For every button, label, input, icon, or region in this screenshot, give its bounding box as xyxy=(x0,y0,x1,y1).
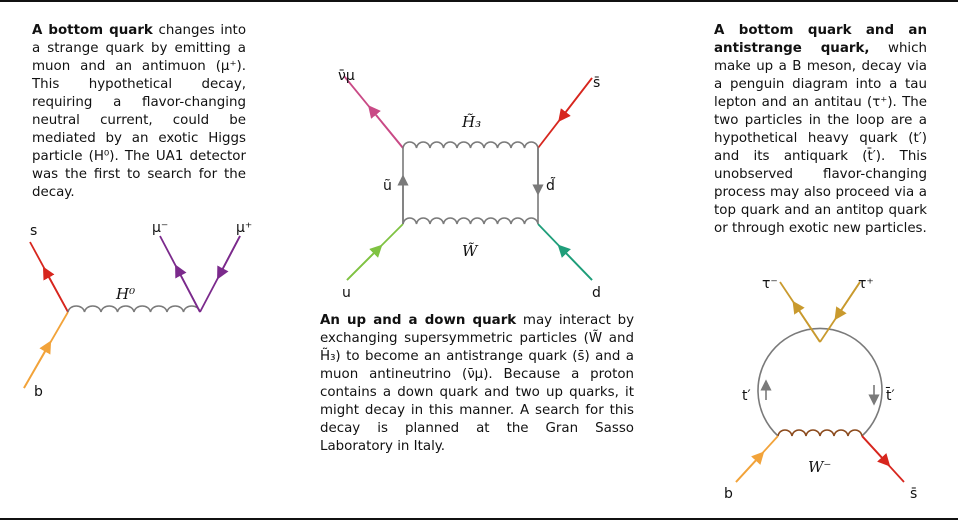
right-diagram xyxy=(724,276,917,502)
label-wtilde: W̃ xyxy=(462,242,478,260)
label-sbar-mid: s̄ xyxy=(593,75,601,91)
left-caption-bold: A bottom quark xyxy=(32,23,153,38)
sbar-arrow xyxy=(562,78,592,117)
label-tau-minus: τ⁻ xyxy=(762,276,778,292)
right-caption-bold: A bottom quark and an antistrange quark, xyxy=(714,23,927,56)
b-quark-arrow xyxy=(24,346,48,388)
sbar-right-arrow xyxy=(862,436,886,462)
label-s: s xyxy=(30,223,38,239)
label-u: u xyxy=(342,285,351,301)
label-tau-plus: τ⁺ xyxy=(858,276,874,292)
tau-minus-arrow xyxy=(796,306,820,342)
middle-diagram xyxy=(338,68,601,301)
label-higgs: H⁰ xyxy=(116,285,136,303)
h3-propagator xyxy=(403,142,538,148)
label-w-minus: W⁻ xyxy=(808,458,832,476)
loop-arc xyxy=(758,328,882,436)
label-dtilde: d̃ xyxy=(546,178,555,194)
mu-plus-arrow xyxy=(220,236,240,274)
u-arrow xyxy=(347,249,378,280)
middle-caption-text: may interact by exchanging supersymmetric particles (W̃ and H̃₃) to become an antistrange quark (s̄) and a muon antineutrino (ν̄μ). Because a proton contains a down quark and two up quarks, it might decay in this manner. A search for this decay is planned at the Gran Sasso Laboratory in Italy. xyxy=(320,313,634,454)
label-tbarprime: t̄′ xyxy=(886,388,895,404)
left-caption-text: changes into a strange quark by emitting a muon and an antimuon (μ⁺). This hypothetical decay, requiring a flavor-changing neutral current, could be mediated by an exotic Higgs particle (H⁰). The UA1 detector was the first to search for the decay. xyxy=(32,23,247,200)
label-b: b xyxy=(34,384,43,400)
b-right-arrow xyxy=(736,456,760,482)
s-quark-arrow xyxy=(46,272,68,312)
label-sbar-right: s̄ xyxy=(910,486,918,502)
nubar-arrow xyxy=(372,110,403,148)
d-arrow xyxy=(562,249,592,280)
left-diagram xyxy=(24,220,252,400)
label-mu-plus: μ⁺ xyxy=(236,220,253,236)
right-caption-text: which make up a B meson, decay via a penguin diagram into a tau lepton and an antitau (τ⁺). The two particles in the loop are a hypothetical heavy quark (t′) and its antiquark (t̄′). This unobserved flavor-changing process may also proceed via a top quark and an antitop quark or through exotic new particles. xyxy=(714,41,928,236)
tau-plus-arrow xyxy=(838,282,860,315)
label-nubar: ν̄μ xyxy=(338,68,355,84)
higgs-propagator xyxy=(68,306,200,312)
label-b-right: b xyxy=(724,486,733,502)
middle-caption-bold: An up and a down quark xyxy=(320,313,517,328)
w-minus-propagator xyxy=(778,430,862,436)
label-h3: H̃₃ xyxy=(462,113,482,131)
label-utilde: ũ xyxy=(383,178,392,194)
label-d: d xyxy=(592,285,601,301)
w-propagator xyxy=(403,218,538,224)
label-mu-minus: μ⁻ xyxy=(152,220,169,236)
label-tprime: t′ xyxy=(742,388,751,404)
